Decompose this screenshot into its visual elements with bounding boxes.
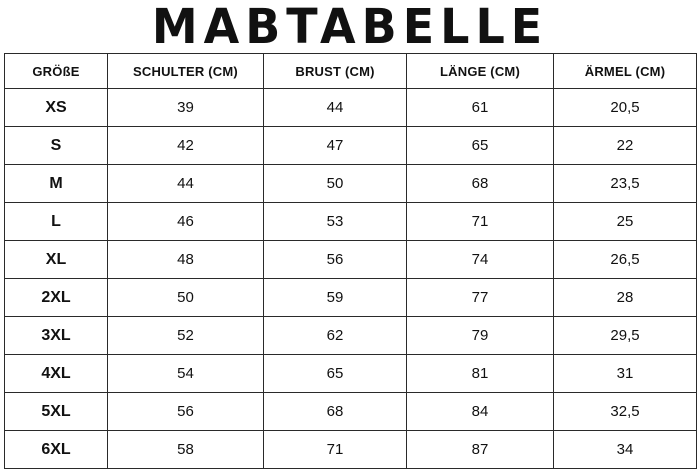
cell-shoulder: 58 xyxy=(108,431,264,469)
table-row xyxy=(5,279,697,317)
cell-size: 4XL xyxy=(5,355,108,393)
cell-chest: 59 xyxy=(264,279,407,317)
cell-shoulder: 46 xyxy=(108,203,264,241)
cell-chest: 71 xyxy=(264,431,407,469)
cell-length: 81 xyxy=(407,355,554,393)
cell-size: 5XL xyxy=(5,393,108,431)
cell-size: S xyxy=(5,127,108,165)
cell-length: 79 xyxy=(407,317,554,355)
table-header-row xyxy=(5,54,697,89)
cell-size: L xyxy=(5,203,108,241)
cell-sleeve: 34 xyxy=(554,431,697,469)
cell-shoulder: 48 xyxy=(108,241,264,279)
header-shoulder: SCHULTER (CM) xyxy=(108,54,264,89)
table-row xyxy=(5,393,697,431)
cell-chest: 68 xyxy=(264,393,407,431)
cell-size: XL xyxy=(5,241,108,279)
table-row xyxy=(5,127,697,165)
cell-shoulder: 54 xyxy=(108,355,264,393)
cell-length: 74 xyxy=(407,241,554,279)
header-size: GRÖßE xyxy=(5,54,108,89)
cell-sleeve: 22 xyxy=(554,127,697,165)
table-row xyxy=(5,317,697,355)
page-title: MABTABELLE xyxy=(151,0,549,55)
cell-length: 84 xyxy=(407,393,554,431)
cell-length: 71 xyxy=(407,203,554,241)
cell-sleeve: 32,5 xyxy=(554,393,697,431)
cell-size: 3XL xyxy=(5,317,108,355)
cell-chest: 62 xyxy=(264,317,407,355)
cell-length: 61 xyxy=(407,89,554,127)
cell-shoulder: 42 xyxy=(108,127,264,165)
cell-shoulder: 50 xyxy=(108,279,264,317)
cell-size: XS xyxy=(5,89,108,127)
table-row xyxy=(5,431,697,469)
cell-sleeve: 26,5 xyxy=(554,241,697,279)
header-length: LÄNGE (CM) xyxy=(407,54,554,89)
cell-size: 2XL xyxy=(5,279,108,317)
cell-chest: 44 xyxy=(264,89,407,127)
cell-length: 65 xyxy=(407,127,554,165)
cell-sleeve: 25 xyxy=(554,203,697,241)
cell-sleeve: 31 xyxy=(554,355,697,393)
table-row xyxy=(5,165,697,203)
cell-length: 68 xyxy=(407,165,554,203)
size-chart-table xyxy=(4,53,697,469)
cell-length: 77 xyxy=(407,279,554,317)
cell-sleeve: 28 xyxy=(554,279,697,317)
cell-sleeve: 20,5 xyxy=(554,89,697,127)
table-row xyxy=(5,355,697,393)
cell-chest: 53 xyxy=(264,203,407,241)
cell-chest: 47 xyxy=(264,127,407,165)
cell-chest: 65 xyxy=(264,355,407,393)
table-row xyxy=(5,203,697,241)
cell-size: M xyxy=(5,165,108,203)
cell-shoulder: 52 xyxy=(108,317,264,355)
cell-shoulder: 56 xyxy=(108,393,264,431)
cell-sleeve: 23,5 xyxy=(554,165,697,203)
table-row xyxy=(5,89,697,127)
cell-shoulder: 39 xyxy=(108,89,264,127)
cell-sleeve: 29,5 xyxy=(554,317,697,355)
cell-size: 6XL xyxy=(5,431,108,469)
header-sleeve: ÄRMEL (CM) xyxy=(554,54,697,89)
cell-length: 87 xyxy=(407,431,554,469)
header-chest: BRUST (CM) xyxy=(264,54,407,89)
cell-chest: 56 xyxy=(264,241,407,279)
cell-shoulder: 44 xyxy=(108,165,264,203)
table-row xyxy=(5,241,697,279)
cell-chest: 50 xyxy=(264,165,407,203)
